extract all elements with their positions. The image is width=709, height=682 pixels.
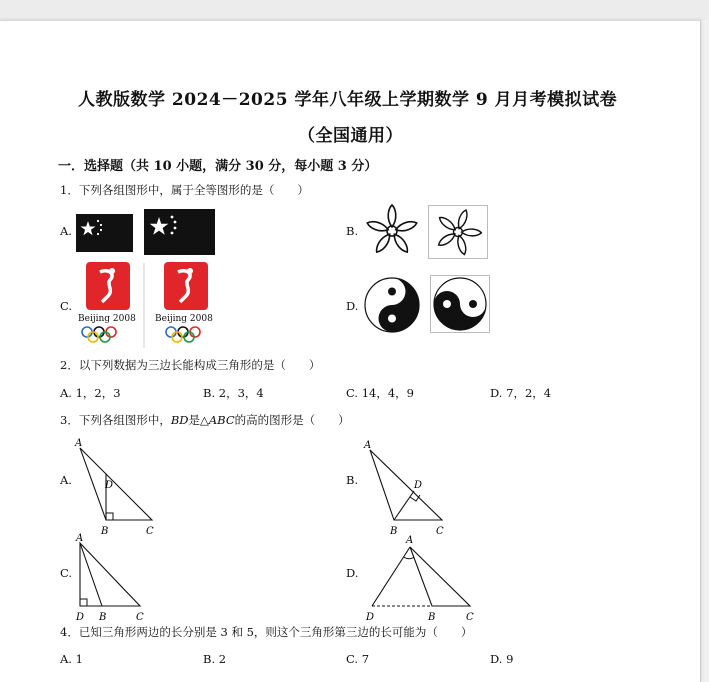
yin-yang-right-icon <box>430 275 490 333</box>
pt-b: B <box>101 526 109 537</box>
q3-option-b-label: B. <box>346 473 359 487</box>
q2-option-d: D. 7，2，4 <box>490 386 552 400</box>
section-heading: 一．选择题（共 10 小题，满分 30 分，每小题 3 分） <box>58 159 378 174</box>
q2-option-c: C. 14，4，9 <box>346 386 414 400</box>
q1-option-d-label: D. <box>346 299 359 313</box>
q3-triangle-d-diagram <box>362 531 482 621</box>
svg-text:D: D <box>414 480 423 491</box>
flag-large-image <box>144 209 215 255</box>
q3-triangle-c-diagram <box>72 531 162 621</box>
q2-option-a: A. 1，2，3 <box>60 386 121 400</box>
q3-option-d-label: D. <box>346 566 359 580</box>
q4-option-a: A. 1 <box>60 652 83 666</box>
question-3-stem: 3．下列各组图形中，BD是△ABC的高的图形是（ ） <box>60 413 350 427</box>
viewer-top-bar <box>0 0 709 20</box>
svg-text:A: A <box>76 533 84 544</box>
logo-text-left: Beijing 2008 <box>78 314 136 324</box>
pt-d: D <box>105 480 114 491</box>
q3-option-a-label: A. <box>60 473 72 487</box>
q4-option-b: B. 2 <box>203 652 227 666</box>
svg-text:A: A <box>406 535 414 546</box>
svg-text:D: D <box>76 612 85 623</box>
q1-option-c-label: C. <box>60 299 73 313</box>
q3-triangle-a-diagram <box>72 436 162 537</box>
svg-text:B: B <box>428 612 436 623</box>
q4-option-d: D. 9 <box>490 652 514 666</box>
question-4-stem: 4．已知三角形两边的长分别是 3 和 5，则这个三角形第三边的长可能为（ ） <box>60 625 473 639</box>
svg-text:D: D <box>366 612 375 623</box>
q2-option-b: B. 2，3，4 <box>203 386 264 400</box>
pt-a: A <box>75 438 83 449</box>
page-subtitle: （全国通用） <box>298 126 403 146</box>
flower-outline-image <box>362 203 422 259</box>
page-title: 人教版数学 2024－2025 学年八年级上学期数学 9 月月考模拟试卷 <box>78 90 618 110</box>
svg-text:C: C <box>436 526 444 537</box>
q1-option-b-label: B. <box>346 224 359 238</box>
svg-text:A: A <box>364 440 372 451</box>
svg-text:B: B <box>99 612 107 623</box>
svg-text:B: B <box>390 526 398 537</box>
olympic-rings-left-icon <box>80 326 132 344</box>
q1-option-a-label: A. <box>60 224 72 238</box>
question-2-stem: 2．以下列数据为三边长能构成三角形的是（ ） <box>60 358 321 372</box>
pt-c: C <box>146 526 154 537</box>
svg-text:C: C <box>136 612 144 623</box>
yin-yang-left-icon <box>364 277 420 333</box>
olympic-rings-right-icon <box>164 326 216 344</box>
question-1-stem: 1．下列各组图形中，属于全等图形的是（ ） <box>60 183 309 197</box>
flag-small-image <box>76 214 133 252</box>
q4-option-c: C. 7 <box>346 652 370 666</box>
flower-rotated-image <box>428 205 488 259</box>
q3-option-c-label: C. <box>60 566 73 580</box>
logo-text-right: Beijing 2008 <box>155 314 213 324</box>
svg-text:C: C <box>466 612 474 623</box>
image-divider <box>143 263 145 348</box>
q3-triangle-b-diagram <box>362 436 452 537</box>
document-page <box>0 20 701 682</box>
